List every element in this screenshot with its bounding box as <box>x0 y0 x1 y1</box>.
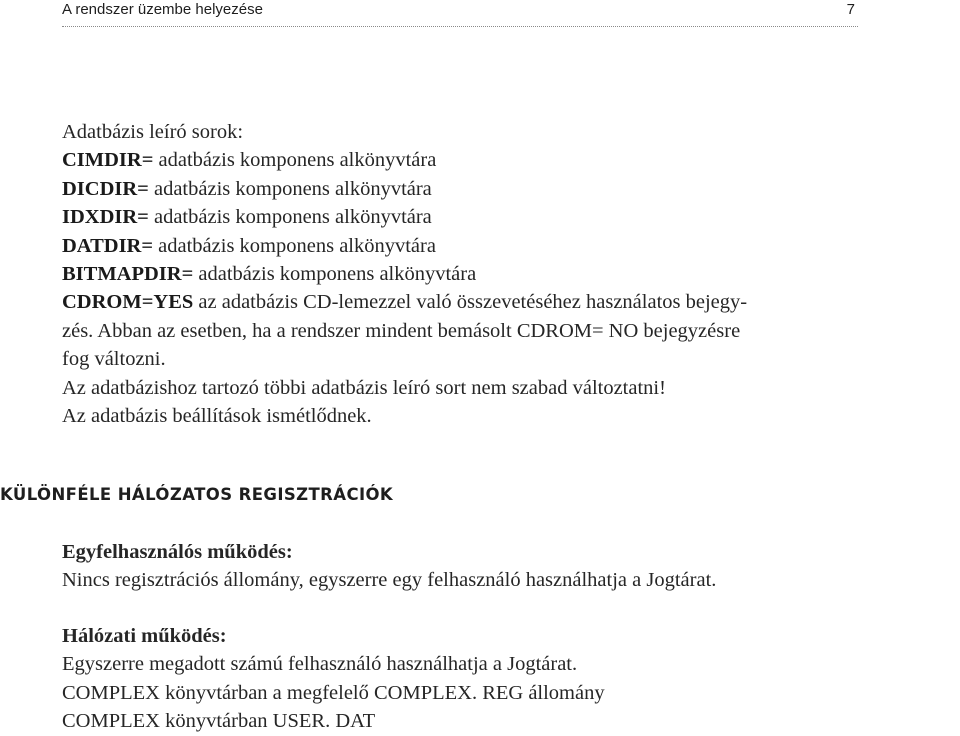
page-number: 7 <box>846 1 855 18</box>
entry-key: IDXDIR= <box>62 206 149 229</box>
entry-key: DATDIR= <box>62 234 154 257</box>
network-line: COMPLEX könyvtárban USER. DAT <box>62 710 376 733</box>
cdrom-key: CDROM=YES <box>62 291 194 314</box>
cdrom-line-1 <box>62 288 892 316</box>
descriptor-entry-cimdir <box>62 146 892 174</box>
descriptor-entry-idxdir <box>62 203 892 231</box>
page-header <box>62 0 858 27</box>
entry-key: DICDIR= <box>62 177 149 200</box>
database-descriptor-section <box>62 118 892 430</box>
section-heading: KÜLÖNFÉLE HÁLÓZATOS REGISZTRÁCIÓK <box>0 485 394 504</box>
cdrom-line-2: zés. Abban az esetben, ha a rendszer mindent bemásolt CDROM= NO bejegyzésre <box>62 319 741 342</box>
entry-desc: adatbázis komponens alkönyvtára <box>148 177 432 200</box>
warning-text: Az adatbázishoz tartozó többi adatbázis leíró sort nem szabad változtatni! <box>62 376 666 399</box>
entry-desc: adatbázis komponens alkönyvtára <box>193 263 477 286</box>
single-user-block <box>62 538 716 595</box>
network-line: COMPLEX könyvtárban a megfelelő COMPLEX. REG állomány <box>62 681 605 704</box>
entry-desc: adatbázis komponens alkönyvtára <box>153 149 437 172</box>
network-block <box>62 622 605 736</box>
single-user-title: Egyfelhasználós működés: <box>62 541 293 563</box>
entry-key: CIMDIR= <box>62 149 154 172</box>
descriptor-entry-bitmapdir <box>62 260 892 288</box>
entry-desc: adatbázis komponens alkönyvtára <box>148 206 432 229</box>
cdrom-line-3: fog változni. <box>62 348 166 371</box>
entry-desc: adatbázis komponens alkönyvtára <box>153 234 436 257</box>
network-title: Hálózati működés: <box>62 625 227 647</box>
header-title: A rendszer üzembe helyezése <box>62 1 263 18</box>
repeat-text: Az adatbázis beállítások ismétlődnek. <box>62 405 372 428</box>
cdrom-desc: az adatbázis CD-lemezzel való összevetéséhez használatos bejegy- <box>193 291 748 314</box>
network-line: Egyszerre megadott számú felhasználó használhatja a Jogtárat. <box>62 653 578 676</box>
single-user-text: Nincs regisztrációs állomány, egyszerre egy felhasználó használhatja a Jogtárat. <box>62 569 717 592</box>
descriptor-entry-datdir <box>62 232 892 260</box>
descriptor-entry-dicdir <box>62 175 892 203</box>
descriptor-label: Adatbázis leíró sorok: <box>62 121 244 143</box>
entry-key: BITMAPDIR= <box>62 263 194 286</box>
